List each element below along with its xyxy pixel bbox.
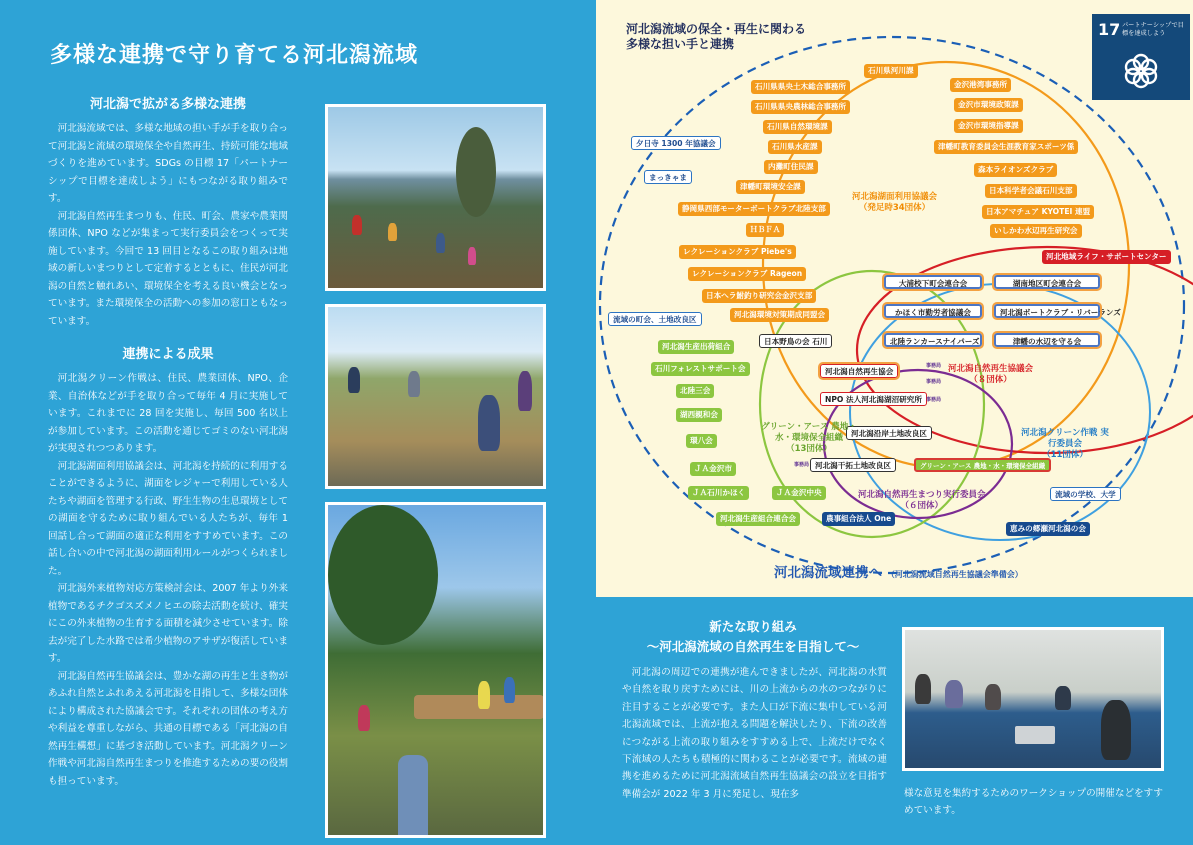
org-box: いしかわ水辺再生研究会 [990, 224, 1082, 238]
label-nature-assoc: 河北潟自然再生協議会 （８団体） [948, 364, 1034, 385]
org-box: 流域の学校、大学 [1050, 487, 1121, 501]
left-text-column [48, 96, 288, 790]
org-box: 金沢市環境指導課 [954, 119, 1023, 133]
org-box: 河北潟自然再生協会 [820, 364, 898, 378]
org-box: レクレーションクラブ Rageon [688, 267, 806, 281]
org-box: 河北潟生産出荷組合 [658, 340, 734, 354]
org-box: 津幡町環境安全課 [736, 180, 805, 194]
diagram-footer: 河北潟流域連携へ （河北潟流域自然再生協議会準備会） [774, 565, 1023, 581]
org-box: レクレーションクラブ Piebe's [679, 245, 796, 259]
partnership-diagram [596, 0, 1193, 597]
photo-nature-festival [325, 502, 546, 838]
org-box: 石川フォレストサポート会 [651, 362, 750, 376]
org-box: 環八会 [686, 434, 717, 448]
org-box: 日本アマチュア KYOTEI 連盟 [982, 205, 1094, 219]
org-box: 石川県河川課 [864, 64, 918, 78]
section-heading-results: 連携による成果 [122, 347, 214, 362]
org-box: グリーン・アース 農地・水・環境保全組織 [914, 458, 1051, 472]
org-box: 石川県自然環境課 [763, 120, 832, 134]
photo-lakeside-cleanup [325, 104, 546, 291]
org-box: 河北潟環境対策期成同盟会 [730, 308, 829, 322]
org-box: 大浦校下町会連合会 [884, 275, 982, 289]
org-box: まっきゃま [644, 170, 692, 184]
paragraph: 河北潟湖面利用協議会は、河北潟を持続的に利用することができるように、湖面をレジャーで利用している人たちや湖面を管理する行政、野生生物の生息環境としての湖面を守るために取り組んでいる人たちが、毎年 1 回話し合って湖面の適正な利用をすすめています。この話し合いの中で河北潟の湖面利用ルールがつくられました。 [48, 460, 288, 577]
section-heading-collaboration: 河北潟で拡がる多様な連携 [89, 97, 246, 112]
label-secretariat: 事務局 [926, 379, 942, 385]
label-secretariat: 事務局 [926, 397, 942, 403]
org-box: かほく市勤労者協議会 [884, 304, 982, 318]
org-box: 夕日寺 1300 年協議会 [631, 136, 721, 150]
org-box: 北陸ランカースナイパーズ [884, 333, 982, 347]
org-box: 津幡町教育委員会生涯教育家スポーツ係 [934, 140, 1078, 154]
org-box: ＪＡ金沢中央 [772, 486, 826, 500]
org-box: 石川県水産課 [768, 140, 822, 154]
org-box: 金沢港湾事務所 [950, 78, 1011, 92]
page-title: 多様な連携で守り育てる河北潟流域 [50, 43, 419, 68]
org-box: 河北潟生産組合連合会 [716, 512, 800, 526]
photo-workshop [902, 627, 1164, 771]
right-page [596, 0, 1193, 845]
org-box: 内灘町住民課 [764, 160, 818, 174]
org-box: 恵みの郷瀬河北潟の会 [1006, 522, 1090, 536]
org-box: 津幡の水辺を守る会 [994, 333, 1100, 347]
org-box: 日本野鳥の会 石川 [759, 334, 832, 348]
label-lake-use: 河北潟湖面利用協議会 （発足時34団体） [852, 192, 938, 213]
org-box: 湖西親和会 [676, 408, 722, 422]
photo-caption: 様な意見を集約するためのワークショップの開催などをすすめています。 [904, 788, 1163, 816]
org-box: 静岡県西部モーターボートクラブ北陸支部 [678, 202, 830, 216]
paragraph: 河北潟外来植物対応方策検討会は、2007 年より外来植物であるチクゴスズメノヒエの除去活動を続け、確実にこの外来植物の生育する面積を減少させています。除去が完了した水路では希少植物のアサザが復活しています。 [48, 583, 288, 664]
org-box: 河北潟ボートクラブ・リバーランズ [994, 304, 1100, 318]
label-green-earth: グリーン・アース 農地・水・環境保全組織 （13団体） [761, 422, 857, 454]
diagram-title: 河北潟流域の保全・再生に関わる 多様な担い手と連携 [626, 22, 807, 51]
label-secretariat: 事務局 [794, 462, 810, 468]
label-clean: 河北潟クリーン作戦 実行委員会 （11団体） [1021, 428, 1109, 460]
org-box: 河北潟沿岸土地改良区 [846, 426, 932, 440]
paragraph: 河北潟自然再生まつりも、住民、町会、農家や農業関係団体、NPO などが集まって実行委員会をつくって実施しています。今回で 13 回目となるこの取り組みは地域の新しいまつりとして定着するとともに、住民が河北潟の自然と触れあい、環境保全を考える良い機会となっています。また環境保全の活動への参加の窓口ともなっています。 [48, 210, 288, 327]
new-initiative-heading: 新たな取り組み 〜河北潟流域の自然再生を目指して〜 [646, 619, 860, 654]
org-box: 森本ライオンズクラブ [974, 163, 1057, 177]
new-initiative-text: 河北潟の周辺での連携が進んできましたが、河北潟の水質や自然を取り戻すためには、川の上流からの水のつながりに注目することが必要です。また人口が下流に集中している河北潟流域では、上流が抱える問題を解決したり、下流の改善につながる上流の取り組みをすすめる上で、上流だけでなく下流域の人たちも積極的に関わることが必要です。流域の連携を進めるために河北潟流域自然再生協議会の設立を目指す準備会が 2022 年 3 月に発足し、現在多 [622, 667, 887, 800]
paragraph: 河北潟クリーン作戦は、住民、農業団体、NPO、企業、自治体などが手を取り合って毎年 4 月に実施しています。これまでに 28 回を実施し、毎回 500 名以上が参加しています。この活動を通じてゴミのない河北潟が実現されつつあります。 [48, 373, 288, 454]
org-box: 金沢市環境政策課 [954, 98, 1023, 112]
org-box: 河北潟干拓土地改良区 [810, 458, 896, 472]
org-box: ＪＡ金沢市 [690, 462, 736, 476]
photo-weed-removal [325, 304, 546, 489]
org-box: ＪＡ石川かほく [688, 486, 749, 500]
org-box: 石川県県央土木総合事務所 [751, 80, 850, 94]
label-secretariat: 事務局 [926, 363, 942, 369]
org-box: 日本へラ鮒釣り研究会金沢支部 [702, 289, 816, 303]
org-box: 石川県県央農林総合事務所 [751, 100, 850, 114]
org-box: 農事組合法人 One [822, 512, 895, 526]
org-box: 湖南地区町会連合会 [994, 275, 1100, 289]
label-festival: 河北潟自然再生まつり実行委員会 （６団体） [858, 490, 986, 511]
org-box: NPO 法人河北潟湖沼研究所 [820, 392, 927, 406]
paragraph: 河北潟自然再生協議会は、豊かな湖の再生と生き物があふれ自然とふれあえる河北潟を目指して、多様な団体により構成された協議会です。それぞれの団体の考え方や利益を尊重しながら、共通の目標である「河北潟の自然再生構想」に基づき活動しています。河北潟クリーン作戦や河北潟自然再生まつりを推進するための要の役割も担っています。 [48, 670, 288, 787]
sdg-17-badge: 17 パートナーシップで目標を達成しよう [1092, 14, 1190, 100]
paragraph: 河北潟流域では、多様な地域の担い手が手を取り合って河北潟と流域の環境保全や自然再生、持続可能な地域づくりを進めています。SDGs の目標 17「パートナーシップで目標を達成しよう」にもつながる取り組みです。 [48, 123, 288, 204]
org-box: 流域の町会、土地改良区 [608, 312, 702, 326]
left-page [0, 0, 596, 845]
org-box: 日本科学者会議石川支部 [985, 184, 1077, 198]
org-box: 北陸三会 [676, 384, 714, 398]
org-box: 河北地域ライフ・サポートセンター [1042, 250, 1171, 264]
org-box: ＨＢＦＡ [746, 223, 784, 237]
